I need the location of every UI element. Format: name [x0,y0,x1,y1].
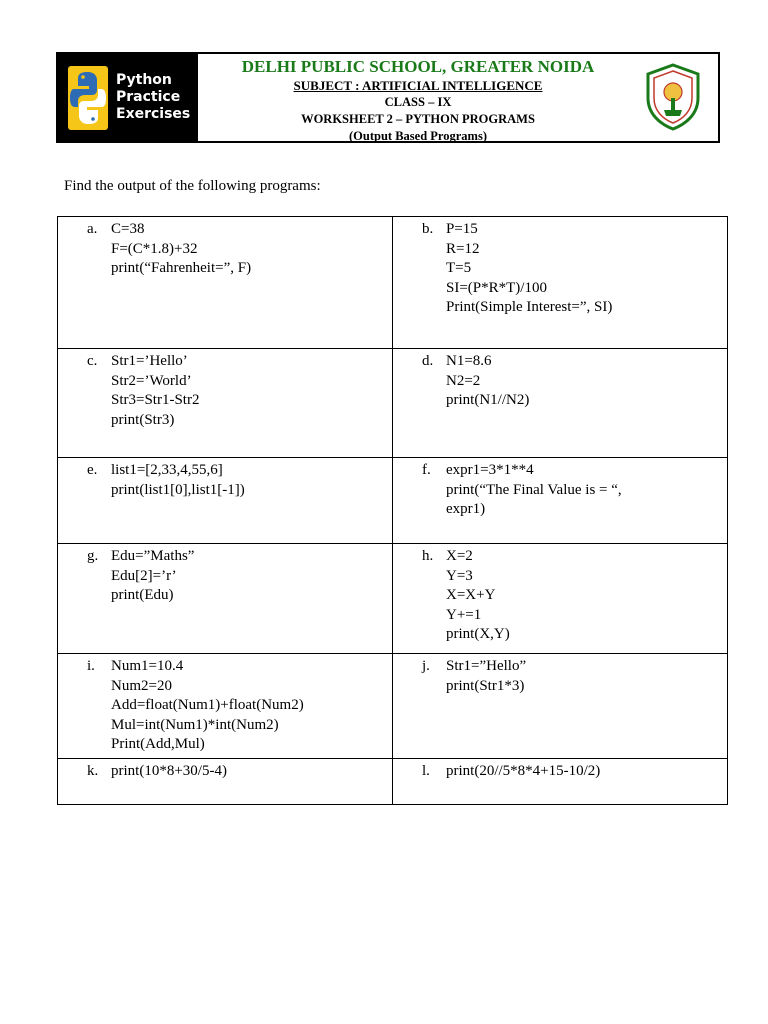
code-line: Edu[2]=’r’ [111,567,177,584]
python-logo-icon [68,66,108,130]
code-line: Y+=1 [446,606,482,623]
code-line: Print(Simple Interest=”, SI) [446,299,613,316]
question-d [393,349,728,458]
code-line: Edu=”Maths” [111,548,195,564]
question-h [393,544,728,654]
table-row [58,217,728,349]
code-line: Num2=20 [111,677,172,694]
code-line: F=(C*1.8)+32 [111,240,198,257]
code-line: N2=2 [446,372,481,389]
question-label: b. [422,221,434,237]
question-label: h. [422,548,434,564]
code-line: expr1=3*1**4 [446,462,534,478]
instruction-text: Find the output of the following programs: [64,178,321,194]
table-row [58,544,728,654]
code-line: Str2=’World’ [111,372,192,389]
worksheet-header [56,52,720,143]
code-line: Num1=10.4 [111,658,184,674]
logo-line: Exercises [116,106,191,122]
question-c [58,349,393,458]
code-line: X=2 [446,548,473,564]
questions-table [57,216,728,805]
code-line: R=12 [446,240,480,257]
table-row [58,759,728,805]
question-label: f. [422,462,431,478]
code-line: P=15 [446,221,478,237]
question-label: g. [87,548,99,564]
code-line: Str1=”Hello” [446,658,527,674]
question-f [393,458,728,544]
code-line: X=X+Y [446,587,496,604]
code-line: print(X,Y) [446,626,510,643]
code-line: T=5 [446,260,472,277]
question-k [58,759,393,805]
question-j [393,654,728,759]
code-line: N1=8.6 [446,353,492,369]
code-line: Mul=int(Num1)*int(Num2) [111,716,279,733]
question-l [393,759,728,805]
code-line: Y=3 [446,567,473,584]
code-line: print(“Fahrenheit=”, F) [111,260,252,277]
question-label: j. [422,658,430,674]
worksheet-title: WORKSHEET 2 – PYTHON PROGRAMS [301,112,535,126]
question-g [58,544,393,654]
code-line: Add=float(Num1)+float(Num2) [111,697,304,714]
code-line: print(Str1*3) [446,677,525,694]
code-line: print(N1//N2) [446,392,530,409]
code-line: print(list1[0],list1[-1]) [111,481,245,498]
question-e [58,458,393,544]
code-line: Str1=’Hello’ [111,353,188,369]
code-line: list1=[2,33,4,55,6] [111,462,223,478]
question-label: a. [87,221,98,237]
question-a [58,217,393,349]
question-label: k. [87,763,99,779]
python-practice-logo [58,54,198,141]
question-label: l. [422,763,430,779]
subject-line: SUBJECT : ARTIFICIAL INTELLIGENCE [293,78,543,93]
code-line: C=38 [111,221,145,237]
table-row [58,458,728,544]
table-row [58,349,728,458]
logo-line: Practice [116,89,181,105]
school-emblem-icon [644,62,702,132]
code-line: print(“The Final Value is = “, [446,481,622,498]
question-label: i. [87,658,95,674]
worksheet-subtitle: (Output Based Programs) [349,129,487,143]
code-line: Print(Add,Mul) [111,736,205,753]
code-line: SI=(P*R*T)/100 [446,279,547,296]
table-row [58,654,728,759]
question-label: c. [87,353,98,369]
question-label: d. [422,353,434,369]
code-line: expr1) [446,501,486,518]
logo-line: Python [116,72,172,88]
question-b [393,217,728,349]
code-line: print(20//5*8*4+15-10/2) [446,763,601,779]
question-label: e. [87,462,98,478]
code-line: print(Str3) [111,411,175,428]
code-line: Str3=Str1-Str2 [111,392,200,409]
code-line: print(10*8+30/5-4) [111,763,227,779]
question-i [58,654,393,759]
school-name: DELHI PUBLIC SCHOOL, GREATER NOIDA [241,57,595,76]
code-line: print(Edu) [111,587,174,604]
class-line: CLASS – IX [384,95,452,109]
